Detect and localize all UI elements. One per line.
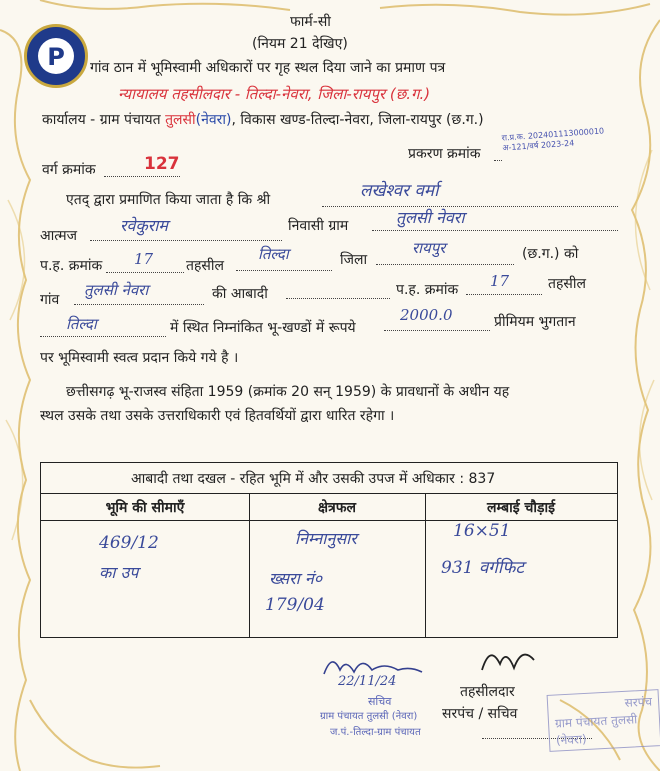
ph2-value: 17: [490, 272, 510, 290]
gaon-label: गांव: [40, 292, 60, 308]
jila-value: रायपुर: [412, 239, 446, 257]
nivasi-label: निवासी ग्राम: [288, 218, 349, 234]
village-value: तुलसी नेवरा: [396, 208, 465, 227]
col-header-area: क्षेत्रफल: [317, 500, 357, 516]
table-cell: ख्सरा नं०: [269, 569, 323, 588]
premium-text: प्रीमियम भुगतान: [494, 314, 576, 330]
rule-reference: (नियम 21 देखिए): [252, 36, 348, 52]
table-header-row: [41, 493, 617, 521]
panchayat-logo-icon: P: [24, 24, 88, 88]
table-title-row: [41, 463, 617, 494]
col-header-dimension: लम्बाई चौड़ाई: [487, 500, 555, 516]
certify-text: एतद् द्वारा प्रमाणित किया जाता है कि श्री: [66, 192, 271, 208]
gaon-value: तुलसी नेवरा: [84, 281, 149, 299]
line-end: पर भूमिस्वामी स्वत्व प्रदान किये गये है ।: [40, 350, 239, 366]
office-line: कार्यालय - ग्राम पंचायत तुलसी(नेवरा), विकास खण्ड-तिल्दा-नेवरा, जिला-रायपुर (छ.ग.): [42, 112, 484, 128]
case-code-stamp: रा.प्र.क. 202401113000010 अ-121/वर्ष 2023-24: [501, 126, 605, 153]
atmaj-label: आत्मज: [40, 228, 78, 244]
sarpanch-stamp: सरपंच ग्राम पंचायत तुलसी (नेवरा): [547, 689, 660, 752]
ph-value: 17: [134, 250, 154, 268]
col-header-boundary: भूमि की सीमाएँ: [105, 500, 185, 516]
sachiv-label: सचिव: [368, 695, 392, 708]
ph-label: प.ह. क्रमांक: [40, 258, 103, 274]
varg-label: वर्ग क्रमांक: [42, 162, 96, 178]
certificate-title: गांव ठान में भूमिस्वामी अधिकारों पर गृह स्थल दिया जाने का प्रमाण पत्र: [90, 60, 446, 76]
cg-ko: (छ.ग.) को: [522, 246, 579, 262]
varg-value: 127: [144, 154, 180, 174]
table-cell: का उप: [99, 563, 139, 582]
tahsildar-label: तहसीलदार: [460, 684, 515, 700]
table-cell: 179/04: [265, 595, 325, 615]
sthit-text: में स्थित निम्नांकित भू-खण्डों में रूपये: [170, 320, 356, 336]
table-title: आबादी तथा दखल - रहित भूमि में और उसकी उपज में अधिकार : 837: [131, 471, 496, 487]
tahsil-value: तिल्दा: [258, 245, 289, 263]
abadi-label: की आबादी: [212, 286, 268, 302]
tahsil-label: तहसील: [186, 258, 224, 274]
jila-label: जिला: [340, 252, 368, 268]
tahsildar-signature: [474, 640, 544, 684]
table-cell: 931 वर्गफिट: [441, 558, 524, 578]
para2-line2: स्थल उसके तथा उसके उत्तराधिकारी एवं हितवर्थियों द्वारा धारित रहेगा ।: [40, 408, 395, 424]
office-village: तुलसी: [165, 112, 196, 128]
form-number: फार्म-सी: [290, 14, 331, 30]
amount-value: 2000.0: [400, 306, 453, 324]
table-cell: 469/12: [99, 533, 159, 553]
tahsil2-value: तिल्दा: [66, 315, 97, 333]
gp-label: ग्राम पंचायत तुलसी (नेवरा): [320, 711, 418, 722]
jp-label: ज.पं.-तिल्दा-ग्राम पंचायत: [330, 727, 421, 738]
sign-date: 22/11/24: [338, 674, 397, 689]
court-name: न्यायालय तहसीलदार - तिल्दा-नेवरा, जिला-रायपुर (छ.ग.): [118, 85, 431, 103]
prakaran-label: प्रकरण क्रमांक: [408, 146, 481, 162]
table-cell: निम्नानुसार: [295, 529, 357, 548]
table-cell: 16×51: [453, 521, 511, 541]
name-value: लखेश्वर वर्मा: [360, 181, 439, 201]
sarpanch-sachiv: सरपंच / सचिव: [442, 706, 518, 722]
tahsil2-label: तहसील: [548, 276, 586, 292]
para2-line1: छत्तीसगढ़ भू-राजस्व संहिता 1959 (क्रमांक 20 सन् 1959) के प्रावधानों के अधीन यह: [66, 384, 510, 400]
ph2-label: प.ह. क्रमांक: [396, 282, 459, 298]
father-value: रवेकुराम: [120, 216, 168, 235]
rights-table: [40, 462, 618, 638]
